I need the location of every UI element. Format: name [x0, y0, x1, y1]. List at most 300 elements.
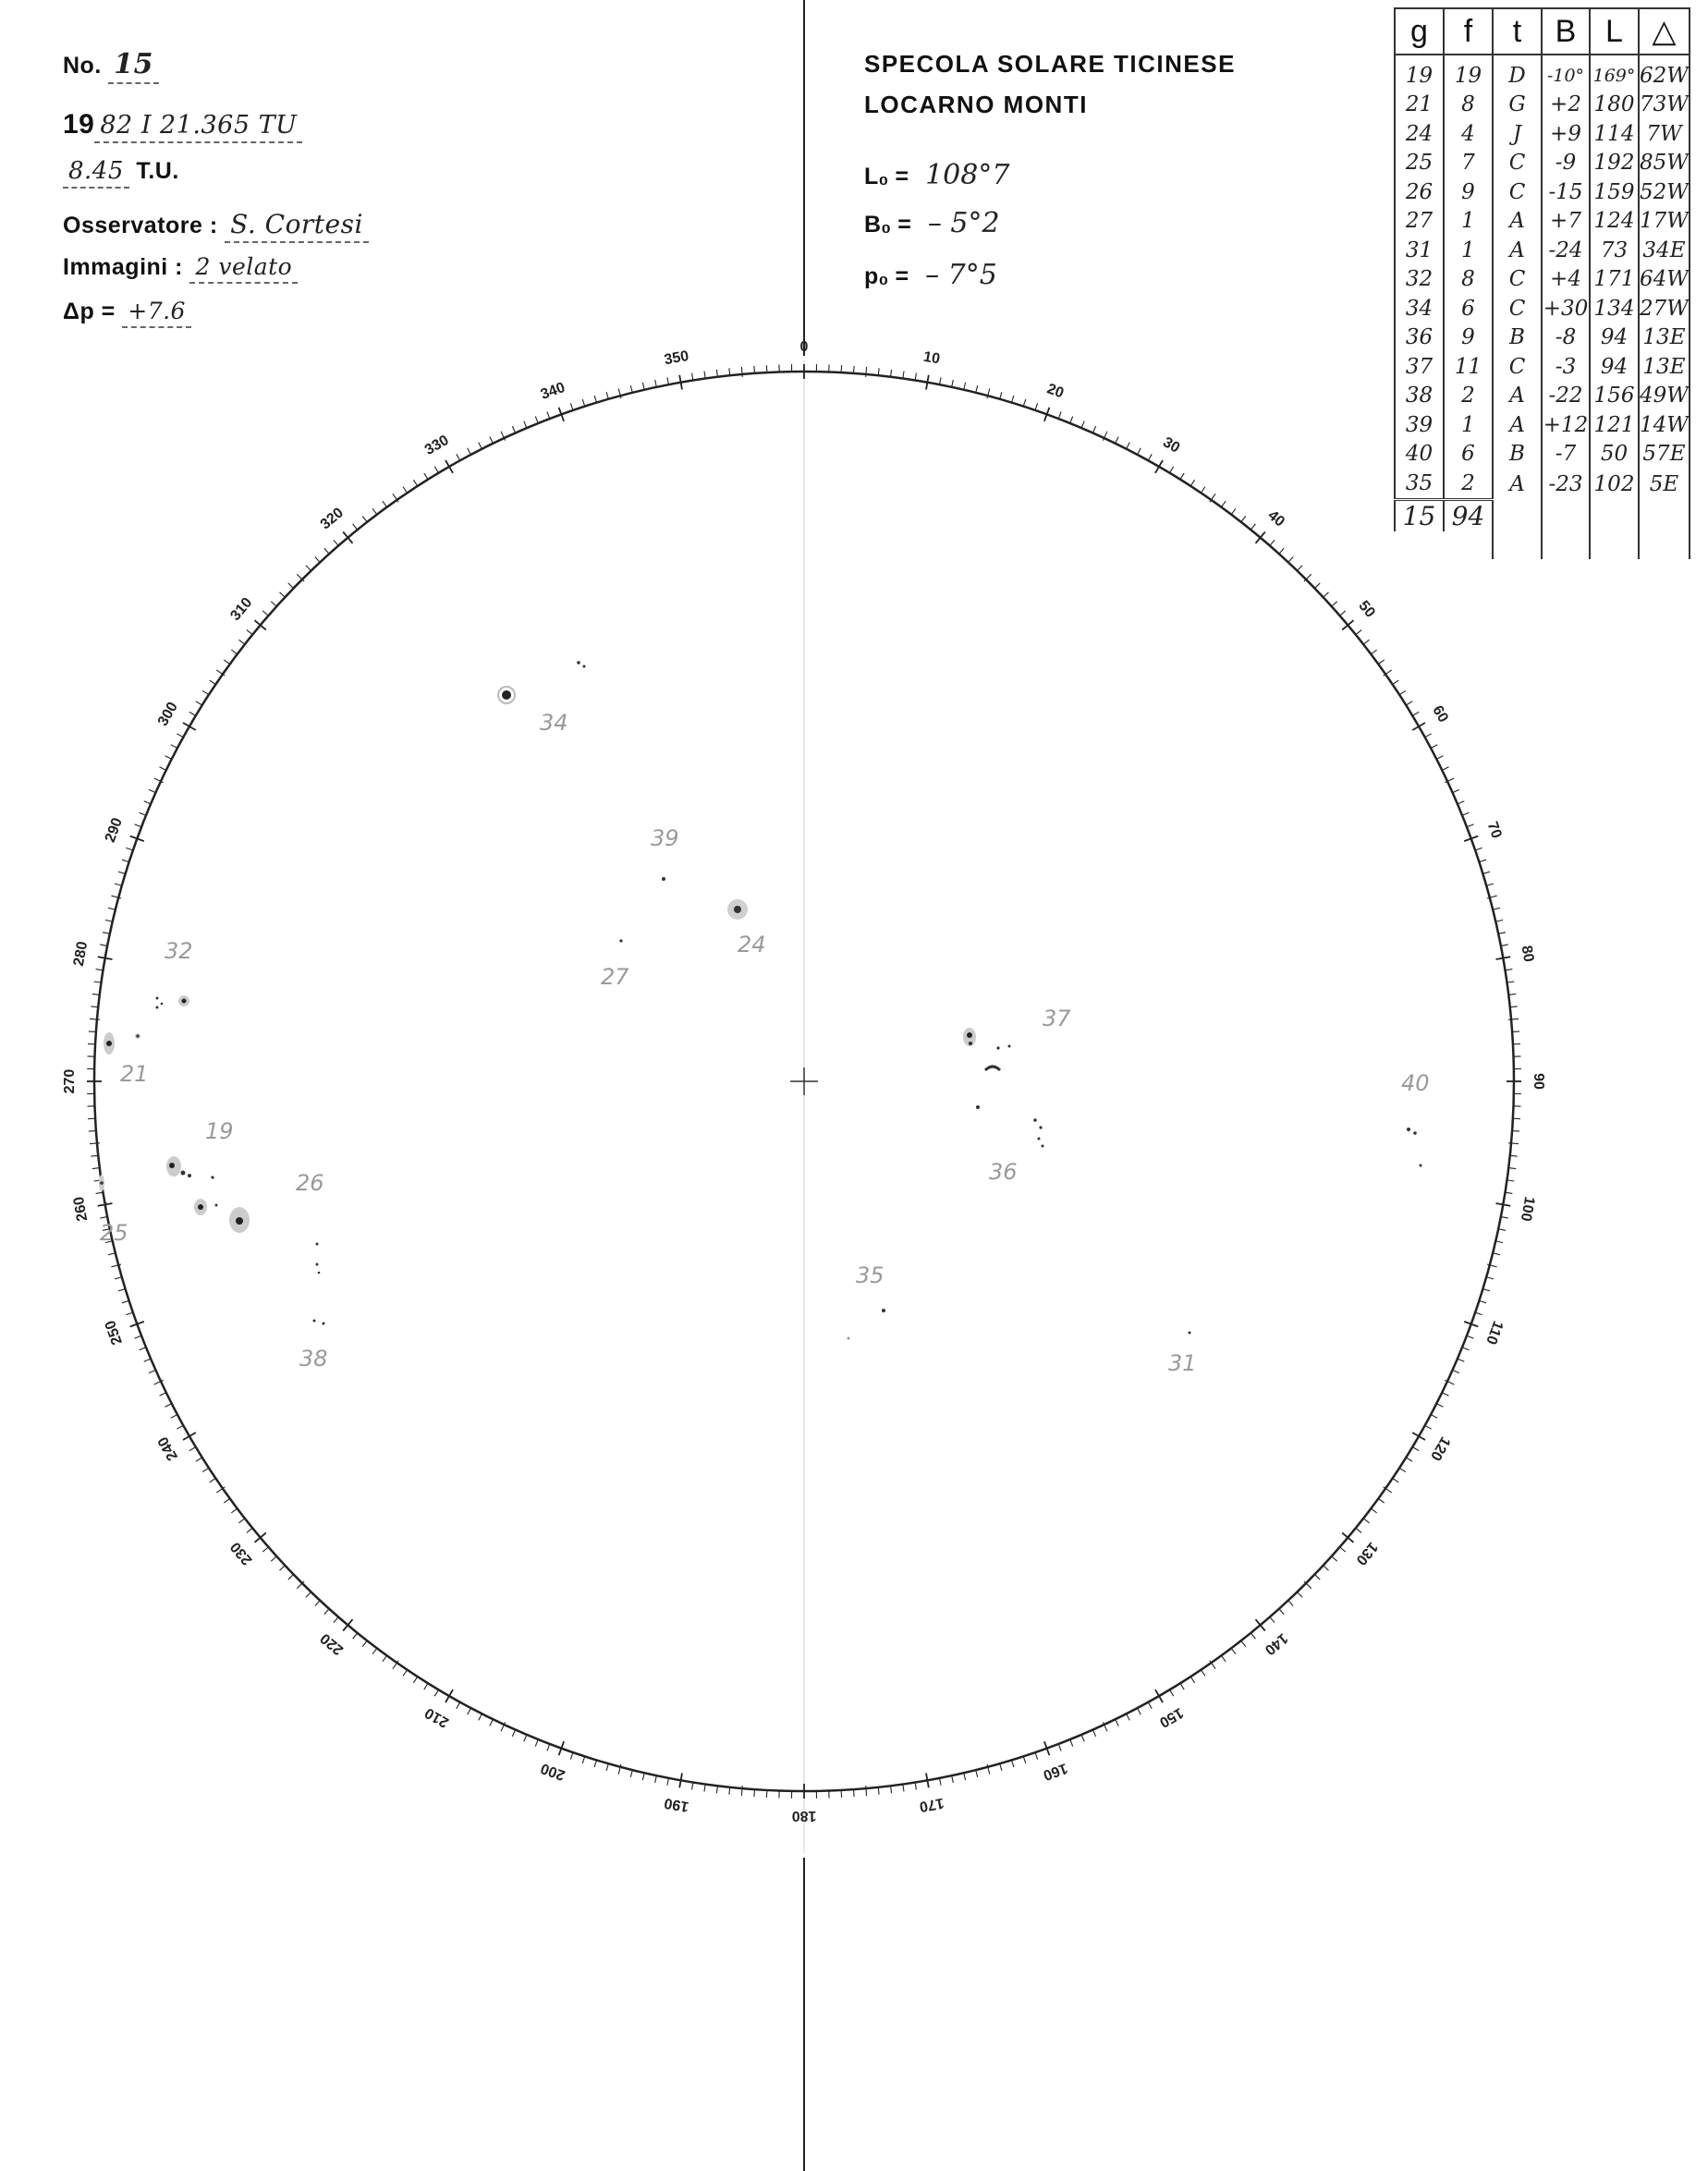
scale-tick	[1116, 1720, 1118, 1726]
scale-tick	[729, 368, 730, 374]
scale-tick	[1400, 690, 1406, 694]
scale-tick	[135, 824, 141, 827]
scale-tick	[606, 1764, 608, 1771]
table-cell: -8	[1542, 323, 1590, 353]
scale-tick	[1487, 1277, 1494, 1279]
scale-tick	[362, 517, 366, 522]
scale-tick	[189, 712, 195, 715]
group-label-25: 25	[100, 1220, 128, 1246]
table-cell-empty	[1542, 499, 1590, 531]
scale-tick	[96, 1192, 103, 1193]
images	[63, 253, 298, 284]
scale-tick	[1070, 1740, 1073, 1747]
scale-tick	[115, 1277, 121, 1279]
scale-tick	[1232, 508, 1236, 514]
table-cell: 192	[1590, 149, 1639, 178]
scale-tick	[118, 872, 125, 873]
total-spots: 94	[1444, 499, 1493, 531]
scale-tick	[90, 1143, 100, 1144]
scale-tick	[1149, 1703, 1152, 1709]
scale-tick	[100, 1217, 106, 1218]
scale-tick	[1170, 467, 1174, 472]
scale-tick	[952, 380, 953, 386]
scale-tick	[1463, 812, 1470, 815]
scale-tick	[1289, 1601, 1294, 1605]
scale-tick	[535, 1740, 538, 1747]
scale-tick	[1357, 630, 1362, 635]
observatory-location: LOCARNO MONTI	[864, 91, 1088, 118]
scale-label: 250	[102, 1318, 126, 1348]
scale-tick	[741, 1786, 742, 1796]
table-cell: 85W	[1639, 149, 1690, 178]
scale-tick	[118, 1289, 125, 1291]
scale-tick	[457, 1703, 459, 1709]
scale-tick	[1494, 908, 1500, 909]
scale-label: 50	[1355, 598, 1378, 621]
scale-tick	[512, 426, 515, 432]
scale-tick	[1241, 1641, 1245, 1647]
scale-label: 10	[921, 348, 942, 368]
sunspot-group-34	[498, 661, 586, 736]
sunspot-group-24	[727, 899, 766, 957]
table-row	[1395, 323, 1690, 353]
scale-tick	[891, 370, 892, 376]
table-cell: 39	[1395, 410, 1444, 440]
table-cell-empty	[1639, 499, 1690, 531]
scale-label: 20	[1044, 381, 1067, 402]
scale-tick	[1494, 1253, 1500, 1255]
scale-tick	[210, 680, 215, 684]
table-cell: 57E	[1639, 440, 1690, 470]
sunspot-group-40	[1401, 1070, 1430, 1167]
scale-label: 110	[1482, 1318, 1507, 1347]
table-cell: 13E	[1639, 323, 1690, 353]
table-cell-empty	[1542, 531, 1590, 559]
scale-tick	[1426, 734, 1432, 737]
table-cell: 94	[1590, 352, 1639, 382]
table-cell: A	[1493, 236, 1542, 265]
scale-tick	[372, 1649, 376, 1654]
scale-tick	[716, 1787, 717, 1793]
table-cell: 94	[1590, 323, 1639, 353]
table-cell: 27	[1395, 207, 1444, 237]
scale-tick	[362, 1641, 366, 1647]
sunspot-group-19	[166, 1118, 250, 1233]
scale-label: 200	[538, 1760, 567, 1784]
scale-tick	[915, 1784, 916, 1790]
table-cell: 26	[1395, 177, 1444, 207]
table-cell: -24	[1542, 236, 1590, 265]
scale-tick	[271, 1557, 275, 1562]
table-cell: -9	[1542, 149, 1590, 178]
table-cell: 19	[1444, 55, 1493, 91]
scale-tick	[1093, 1731, 1096, 1737]
sunspot-group-37	[963, 1006, 1071, 1070]
table-cell: 1	[1444, 236, 1493, 265]
scale-tick	[262, 611, 267, 616]
B0-value: – 5°2	[927, 207, 1000, 239]
table-row	[1395, 119, 1690, 149]
scale-tick	[866, 1786, 867, 1796]
scale-tick	[1024, 399, 1026, 406]
table-cell: 32	[1395, 265, 1444, 295]
total-groups: 15	[1395, 499, 1444, 531]
table-cell: 11	[1444, 352, 1493, 382]
scale-tick	[122, 1301, 128, 1303]
table-cell: 73W	[1639, 91, 1690, 120]
scale-tick	[866, 367, 867, 377]
scale-tick	[122, 860, 128, 861]
scale-tick	[655, 380, 656, 386]
table-cell: 8	[1444, 265, 1493, 295]
table-row	[1395, 440, 1690, 470]
table-cell: 34E	[1639, 236, 1690, 265]
scale-label: 260	[70, 1195, 92, 1223]
scale-tick	[196, 1458, 201, 1462]
scale-tick	[160, 1393, 165, 1396]
scale-tick	[490, 437, 493, 443]
scale-tick	[126, 848, 132, 849]
table-cell: C	[1493, 294, 1542, 323]
scale-label: 290	[102, 815, 126, 845]
scale-tick	[1315, 1575, 1320, 1579]
scale-tick	[108, 1253, 115, 1255]
scale-tick	[512, 1731, 515, 1737]
observatory-name: SPECOLA SOLARE TICINESE	[864, 50, 1236, 78]
scale-tick	[144, 801, 150, 804]
table-cell: 7	[1444, 149, 1493, 178]
observer-value: S. Cortesi	[225, 209, 369, 243]
scale-tick	[891, 1787, 892, 1793]
sunspot-groups	[99, 661, 1430, 1376]
scale-tick	[1181, 473, 1185, 479]
scale-tick	[189, 1447, 195, 1451]
table-cell: 49W	[1639, 382, 1690, 411]
scale-tick	[1155, 460, 1163, 473]
table-cell: 21	[1395, 91, 1444, 120]
scale-tick	[1202, 1671, 1205, 1677]
p0-label: p₀ =	[864, 263, 909, 289]
scale-label: 280	[70, 940, 92, 968]
scale-tick	[1324, 1567, 1328, 1571]
scale-tick	[1222, 501, 1226, 506]
scale-tick	[1093, 426, 1096, 432]
sunspot-group-32	[156, 938, 193, 1009]
table-cell: 38	[1395, 382, 1444, 411]
scale-tick	[903, 372, 904, 378]
scale-label: 210	[421, 1704, 452, 1731]
scale-tick	[1340, 611, 1345, 616]
col-header-g: g	[1395, 8, 1444, 55]
group-label-34: 34	[540, 710, 568, 736]
scale-tick	[403, 487, 407, 493]
scale-tick	[570, 1753, 572, 1760]
scale-tick	[1082, 1736, 1085, 1741]
scale-tick	[434, 1690, 438, 1696]
observation-time	[63, 157, 179, 189]
scale-tick	[1379, 1499, 1385, 1503]
scale-tick	[262, 1548, 267, 1553]
table-cell: 1	[1444, 410, 1493, 440]
scale-tick	[457, 454, 459, 459]
scale-label: 300	[154, 699, 181, 729]
scale-tick	[1502, 1217, 1508, 1218]
scale-tick	[964, 1774, 966, 1780]
table-cell: A	[1493, 410, 1542, 440]
table-cell: -3	[1542, 352, 1590, 382]
scale-label: 140	[1262, 1629, 1291, 1658]
table-row	[1395, 91, 1690, 120]
scale-label: 170	[918, 1794, 946, 1815]
table-cell: C	[1493, 177, 1542, 207]
scale-tick	[1280, 548, 1285, 553]
table-cell: -7	[1542, 440, 1590, 470]
group-label-39: 39	[651, 825, 679, 851]
scale-tick	[177, 734, 182, 737]
table-cell-empty	[1395, 531, 1444, 559]
scale-label: 310	[227, 594, 256, 624]
scale-tick	[239, 1518, 245, 1522]
scale-label: 240	[154, 1433, 181, 1464]
L0-value: 108°7	[925, 159, 1010, 191]
sunspot-group-36	[976, 1105, 1044, 1185]
time-unit: T.U.	[136, 158, 179, 184]
table-row	[1395, 410, 1690, 440]
table-cell: +4	[1542, 265, 1590, 295]
table-row	[1395, 382, 1690, 411]
table-cell: 171	[1590, 265, 1639, 295]
observation-date	[63, 109, 302, 143]
table-total-row	[1395, 499, 1690, 531]
scale-label: 60	[1429, 702, 1451, 726]
scale-tick	[1379, 660, 1385, 664]
scale-tick	[324, 1610, 329, 1615]
scale-tick	[424, 1684, 428, 1689]
scale-tick	[524, 421, 527, 427]
scale-tick	[1508, 1018, 1519, 1019]
scale-tick	[1496, 1241, 1503, 1243]
scale-tick	[1241, 517, 1245, 522]
scale-tick	[1271, 540, 1275, 544]
table-cell: -23	[1542, 469, 1590, 499]
table-cell: 114	[1590, 119, 1639, 149]
table-cell: 4	[1444, 119, 1493, 149]
table-row	[1395, 352, 1690, 382]
scale-tick	[667, 1779, 668, 1786]
scale-tick	[324, 548, 329, 553]
scale-tick	[1364, 640, 1370, 643]
scale-label: 30	[1160, 434, 1183, 457]
col-header-f: f	[1444, 8, 1493, 55]
scale-tick	[1289, 557, 1294, 562]
scale-tick	[353, 524, 358, 530]
table-cell: 40	[1395, 440, 1444, 470]
time-value: 8.45	[63, 157, 129, 189]
sunspot-group-25	[99, 1175, 128, 1246]
scale-label: 230	[227, 1539, 256, 1568]
scale-tick	[126, 1312, 132, 1314]
date-printed-prefix: 19	[63, 109, 95, 140]
scale-tick	[1394, 680, 1399, 684]
scale-tick	[1513, 1131, 1519, 1132]
group-label-38: 38	[299, 1346, 328, 1372]
scale-tick	[854, 1790, 855, 1797]
table-row	[1395, 236, 1690, 265]
scale-label: 0	[799, 339, 809, 355]
table-cell: 35	[1395, 469, 1444, 499]
scale-tick	[1372, 650, 1377, 653]
scale-tick	[1251, 524, 1256, 530]
scale-tick	[878, 1788, 879, 1795]
scale-tick	[1458, 1360, 1464, 1362]
sunspot-group-21	[104, 1032, 149, 1087]
scale-tick	[903, 1786, 904, 1792]
scale-tick	[1480, 1301, 1486, 1303]
param-p0	[864, 259, 997, 291]
table-cell: 19	[1395, 55, 1444, 91]
scale-tick	[1333, 602, 1337, 606]
table-row	[1395, 207, 1690, 237]
scale-tick	[1458, 801, 1464, 804]
table-cell: 13E	[1639, 352, 1690, 382]
scale-label: 100	[1517, 1195, 1538, 1223]
table-cell: 8	[1444, 91, 1493, 120]
sunspot-group-38	[299, 1320, 328, 1372]
scale-tick	[1138, 448, 1141, 454]
scale-tick	[940, 377, 941, 384]
scale-tick	[940, 1779, 941, 1786]
scale-tick	[1059, 1745, 1062, 1751]
table-cell: 73	[1590, 236, 1639, 265]
scale-tick	[92, 1168, 99, 1169]
table-cell-empty	[1444, 531, 1493, 559]
scale-tick	[1437, 756, 1443, 759]
scale-tick	[1315, 583, 1320, 588]
scale-tick	[196, 701, 201, 705]
table-cell: 37	[1395, 352, 1444, 382]
table-cell: 134	[1590, 294, 1639, 323]
scale-tick	[115, 884, 121, 885]
scale-tick	[1191, 1677, 1195, 1683]
scale-tick	[149, 789, 154, 792]
scale-tick	[1340, 1548, 1345, 1553]
scale-tick	[91, 1155, 97, 1156]
table-cell: +7	[1542, 207, 1590, 237]
group-label-24: 24	[738, 932, 766, 957]
scale-tick	[353, 1634, 358, 1640]
table-cell: 2	[1444, 382, 1493, 411]
group-label-37: 37	[1043, 1006, 1071, 1031]
scale-tick	[1476, 1312, 1482, 1314]
scale-tick	[915, 373, 916, 380]
scale-tick	[1181, 1684, 1185, 1689]
scale-tick	[479, 443, 482, 448]
scale-tick	[315, 1601, 320, 1605]
col-header-B: B	[1542, 8, 1590, 55]
scale-tick	[90, 1018, 100, 1019]
scale-tick	[1271, 1617, 1275, 1622]
table-cell: D	[1493, 55, 1542, 91]
scale-tick	[1116, 437, 1118, 443]
table-cell: +12	[1542, 410, 1590, 440]
scale-tick	[1480, 860, 1486, 861]
scale-tick	[1000, 392, 1002, 398]
scale-tick	[1463, 1348, 1470, 1350]
table-cell-empty	[1639, 531, 1690, 559]
table-cell: C	[1493, 149, 1542, 178]
sunspot-group-31	[1168, 1332, 1197, 1377]
table-cell: C	[1493, 352, 1542, 382]
scale-tick	[89, 1131, 95, 1132]
scale-label: 130	[1352, 1539, 1381, 1568]
scale-tick	[183, 723, 196, 730]
table-cell: 62W	[1639, 55, 1690, 91]
scale-tick	[171, 745, 177, 748]
delta-p	[63, 298, 191, 328]
scale-tick	[105, 920, 112, 921]
scale-tick	[1412, 723, 1425, 730]
table-cell: -22	[1542, 382, 1590, 411]
scale-tick	[202, 1469, 208, 1472]
scale-tick	[754, 366, 755, 372]
scale-tick	[149, 1371, 154, 1373]
scale-tick	[1413, 1447, 1419, 1451]
scale-tick	[383, 1656, 386, 1662]
scale-tick	[976, 385, 978, 392]
scale-tick	[1324, 592, 1328, 597]
scale-tick	[692, 1784, 693, 1790]
scale-tick	[1035, 1753, 1037, 1760]
scale-tick	[1508, 1143, 1519, 1144]
table-row	[1395, 177, 1690, 207]
scale-tick	[306, 1592, 311, 1597]
scale-tick	[1511, 1006, 1518, 1007]
scale-tick	[1070, 417, 1073, 423]
scale-tick	[1082, 421, 1085, 427]
scale-tick	[1059, 412, 1062, 419]
scale-tick	[547, 412, 550, 419]
scale-tick	[630, 1771, 632, 1777]
scale-tick	[247, 1529, 252, 1533]
record-number	[63, 48, 159, 84]
scale-tick	[288, 1575, 293, 1579]
scale-tick	[535, 417, 538, 423]
scale-tick	[692, 373, 693, 380]
scale-tick	[582, 399, 584, 406]
table-cell: 6	[1444, 440, 1493, 470]
table-cell: 50	[1590, 440, 1639, 470]
scale-tick	[140, 812, 146, 815]
table-cell-empty	[1590, 531, 1639, 559]
table-row	[1395, 265, 1690, 295]
table-row	[1395, 149, 1690, 178]
observer-label: Osservatore :	[63, 213, 218, 238]
scale-tick	[1413, 712, 1419, 715]
sunspot-group-26	[296, 1170, 324, 1274]
scale-tick	[976, 1771, 978, 1777]
table-cell: A	[1493, 207, 1542, 237]
group-label-32: 32	[165, 938, 193, 964]
table-cell: A	[1493, 382, 1542, 411]
scale-tick	[1513, 1031, 1519, 1032]
scale-tick	[1298, 1592, 1302, 1597]
sunspot-group-35	[848, 1262, 886, 1340]
scale-tick	[171, 1415, 177, 1418]
group-label-21: 21	[120, 1061, 149, 1087]
scale-label: 190	[663, 1794, 690, 1815]
table-cell: +2	[1542, 91, 1590, 120]
scale-tick	[140, 1348, 146, 1350]
